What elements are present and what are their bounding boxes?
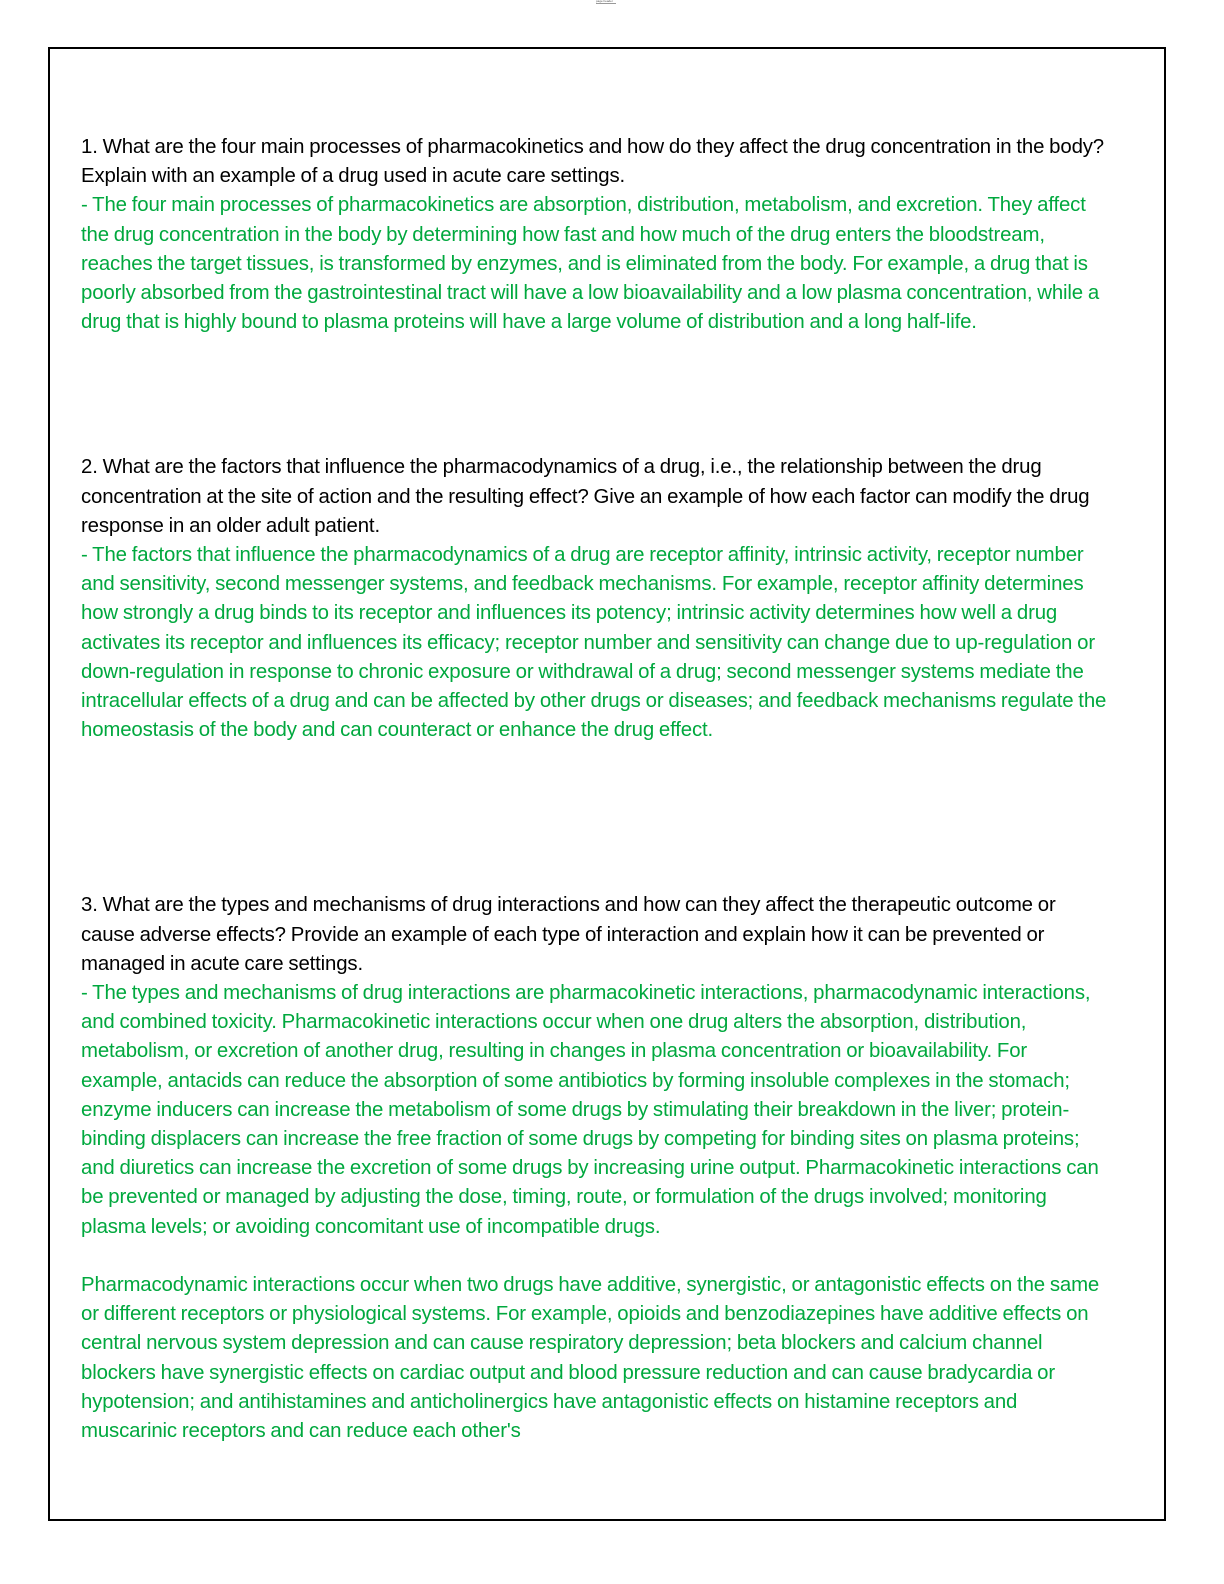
answer-2: - The factors that influence the pharmacodynamics of a drug are receptor affinity, intrinsic activity, receptor number and sensitivity, second messenger systems, and feedback mechanisms. For example, receptor affinity determines how strongly a drug binds to its receptor and influences its potency; intrinsic activity determines how well a drug activates its receptor and influences its efficacy; receptor number and sensitivity can change due to up-regulation or down-regulation in response to chronic exposure or withdrawal of a drug; second messenger systems mediate the intracellular effects of a drug and can be affected by other drugs or diseases; and feedback mechanisms regulate the homeostasis of the body and can counteract or enhance the drug effect. — [81, 544, 1107, 742]
page-header-mark: page header — [596, 0, 616, 4]
section-spacer — [81, 337, 1111, 453]
question-2: 2. What are the factors that influence the pharmacodynamics of a drug, i.e., the relationship between the drug concentration at the site of action and the resulting effect? Give an example of how each factor can modify the drug response in an older adult patient. — [81, 456, 1090, 537]
qa-item-1 — [81, 133, 1111, 337]
qa-item-2 — [81, 453, 1111, 745]
document-frame — [48, 47, 1166, 1521]
qa-item-3 — [81, 891, 1111, 1446]
document-content — [81, 133, 1111, 1446]
answer-3-paragraph-2: Pharmacodynamic interactions occur when two drugs have additive, synergistic, or antagonistic effects on the same or different receptors or physiological systems. For example, opioids and benzodiazepines have additive effects on central nervous system depression and can cause respiratory depression; beta blockers and calcium channel blockers have synergistic effects on cardiac output and blood pressure reduction and can cause bradycardia or hypotension; and antihistamines and anticholinergics have antagonistic effects on histamine receptors and muscarinic receptors and can reduce each other's — [81, 1273, 1100, 1442]
question-1: 1. What are the four main processes of pharmacokinetics and how do they affect the drug concentration in the body? Explain with an example of a drug used in acute care settings. — [81, 136, 1104, 188]
answer-3-paragraph-1: - The types and mechanisms of drug interactions are pharmacokinetic interactions, pharmacodynamic interactions, and combined toxicity. Pharmacokinetic interactions occur when one drug alters the absorption, distribution, metabolism, or excretion of another drug, resulting in changes in plasma concentration or bioavailability. For example, antacids can reduce the absorption of some antibiotics by forming insoluble complexes in the stomach; enzyme inducers can increase the metabolism of some drugs by stimulating their breakdown in the liver; protein-binding displacers can increase the free fraction of some drugs by competing for binding sites on plasma proteins; and diuretics can increase the excretion of some drugs by increasing urine output. Pharmacokinetic interactions can be prevented or managed by adjusting the dose, timing, route, or formulation of the drugs involved; monitoring plasma levels; or avoiding concomitant use of incompatible drugs. — [81, 982, 1099, 1238]
paragraph-spacer — [81, 1242, 1111, 1271]
section-spacer — [81, 745, 1111, 891]
question-3: 3. What are the types and mechanisms of drug interactions and how can they affect the therapeutic outcome or cause adverse effects? Provide an example of each type of interaction and explain how it can be prevented or managed in acute care settings. — [81, 894, 1056, 975]
answer-1: - The four main processes of pharmacokinetics are absorption, distribution, metabolism, and excretion. They affect the drug concentration in the body by determining how fast and how much of the drug enters the bloodstream, reaches the target tissues, is transformed by enzymes, and is eliminated from the body. For example, a drug that is poorly absorbed from the gastrointestinal tract will have a low bioavailability and a low plasma concentration, while a drug that is highly bound to plasma proteins will have a large volume of distribution and a long half-life. — [81, 194, 1100, 334]
